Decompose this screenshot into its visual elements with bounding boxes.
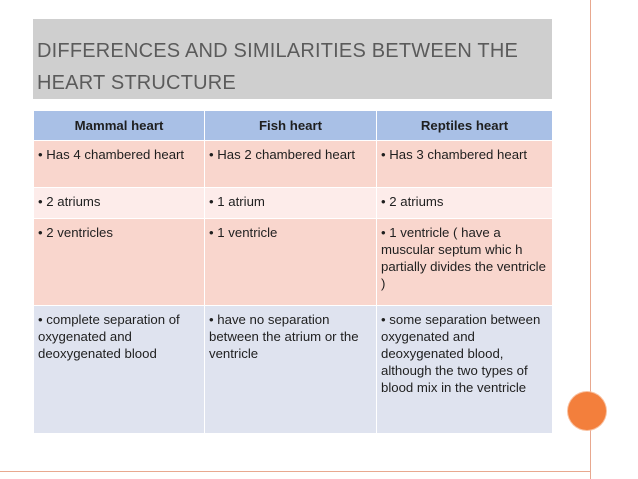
table-row [34, 141, 553, 188]
cell-fish: • 1 ventricle [205, 219, 377, 306]
title-line-1: DIFFERENCES AND SIMILARITIES BETWEEN THE [37, 40, 519, 62]
table-row [34, 188, 553, 219]
comparison-table [33, 110, 553, 434]
decorative-horizontal-line [0, 471, 590, 472]
cell-reptiles: • 1 ventricle ( have a muscular septum whic h partially divides the ventricle ) [377, 219, 553, 306]
decorative-circle [568, 392, 606, 430]
cell-fish: • have no separation between the atrium or the ventricle [205, 306, 377, 434]
header-fish: Fish heart [205, 111, 377, 141]
cell-mammal: • Has 4 chambered heart [34, 141, 205, 188]
title-line-2: HEART STRUCTURE [37, 72, 236, 94]
cell-fish: • Has 2 chambered heart [205, 141, 377, 188]
header-reptiles: Reptiles heart [377, 111, 553, 141]
slide-title [37, 35, 542, 99]
header-mammal: Mammal heart [34, 111, 205, 141]
table-row [34, 219, 553, 306]
cell-reptiles: • Has 3 chambered heart [377, 141, 553, 188]
cell-reptiles: • some separation between oxygenated and deoxygenated blood, although the two types of blood mix in the ventricle [377, 306, 553, 434]
cell-reptiles: • 2 atriums [377, 188, 553, 219]
cell-mammal: • complete separation of oxygenated and deoxygenated blood [34, 306, 205, 434]
cell-fish: • 1 atrium [205, 188, 377, 219]
table-header-row [34, 111, 553, 141]
table-row [34, 306, 553, 434]
cell-mammal: • 2 atriums [34, 188, 205, 219]
cell-mammal: • 2 ventricles [34, 219, 205, 306]
